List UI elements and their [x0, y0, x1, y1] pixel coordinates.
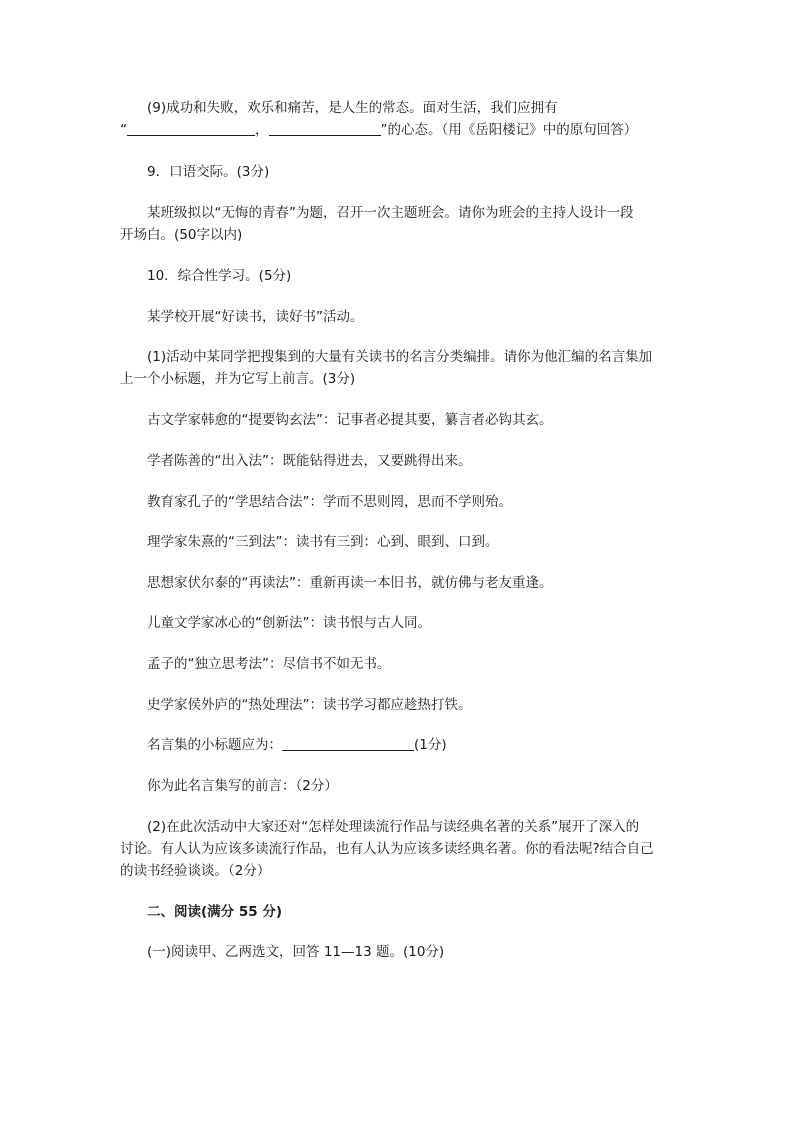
q9-line2: 开场白。(50字以内) [120, 227, 243, 243]
q10-p2-line2: 讨论。有人认为应该多读流行作品，也有人认为应该多读经典名著。你的看法呢?结合自己 [120, 841, 654, 857]
q10-p2-line3: 的读书经验谈谈。（2分） [120, 863, 271, 879]
q9-item-line1: (9)成功和失败，欢乐和痛苦，是人生的常态。面对生活，我们应拥有 [147, 100, 558, 116]
quote-item: 儿童文学家冰心的“创新法”：读书恨与古人同。 [147, 615, 431, 631]
q9-line1: 某班级拟以“无悔的青春”为题，召开一次主题班会。请你为班会的主持人设计一段 [147, 205, 634, 221]
quote-item: 史学家侯外庐的“热处理法”：读书学习都应趁热打铁。 [147, 697, 472, 713]
answer-blank-2[interactable] [269, 121, 381, 136]
quote-item: 教育家孔子的“学思结合法”：学而不思则罔，思而不学则殆。 [147, 494, 512, 510]
preface-prompt: 你为此名言集写的前言：（2分） [147, 778, 338, 794]
comma: ， [255, 122, 269, 138]
q10-intro: 某学校开展“好读书，读好书”活动。 [147, 309, 364, 325]
q10-p1-line2: 上一个小标题，并为它写上前言。(3分) [120, 371, 356, 387]
quote-item: 古文学家韩愈的“提要钩玄法”：记事者必提其要，纂言者必钩其玄。 [147, 412, 553, 428]
q9-title: 9．口语交际。(3分) [147, 164, 270, 180]
section2-sub: (一)阅读甲、乙两选文，回答 11—13 题。(10分) [147, 944, 445, 960]
subtitle-prompt: 名言集的小标题应为： [147, 737, 282, 753]
q10-title: 10．综合性学习。(5分) [147, 268, 292, 284]
q10-p1-line1: (1)活动中某同学把搜集到的大量有关读书的名言分类编排。请你为他汇编的名言集加 [147, 349, 653, 365]
q9-item-line2 [120, 120, 680, 141]
q10-p2-line1: (2)在此次活动中大家还对“怎样处理读流行作品与读经典名著的关系”展开了深入的 [147, 819, 640, 835]
section2-heading: 二、阅读(满分 55 分) [147, 904, 283, 920]
quote-item: 理学家朱熹的“三到法”：读书有三到：心到、眼到、口到。 [147, 534, 499, 550]
quote-item: 孟子的“独立思考法”：尽信书不如无书。 [147, 656, 391, 672]
line2-close: ”的心态。（用《岳阳楼记》中的原句回答） [380, 122, 638, 138]
quote-item: 思想家伏尔泰的“再读法”：重新再读一本旧书，就仿佛与老友重逢。 [147, 575, 553, 591]
quote-item: 学者陈善的“出入法”：既能钻得进去，又要跳得出来。 [147, 453, 472, 469]
answer-blank-1[interactable] [127, 121, 255, 136]
open-quote: “ [120, 122, 127, 138]
subtitle-blank[interactable] [282, 736, 414, 751]
subtitle-line [147, 735, 680, 756]
subtitle-points: (1分) [414, 737, 447, 753]
